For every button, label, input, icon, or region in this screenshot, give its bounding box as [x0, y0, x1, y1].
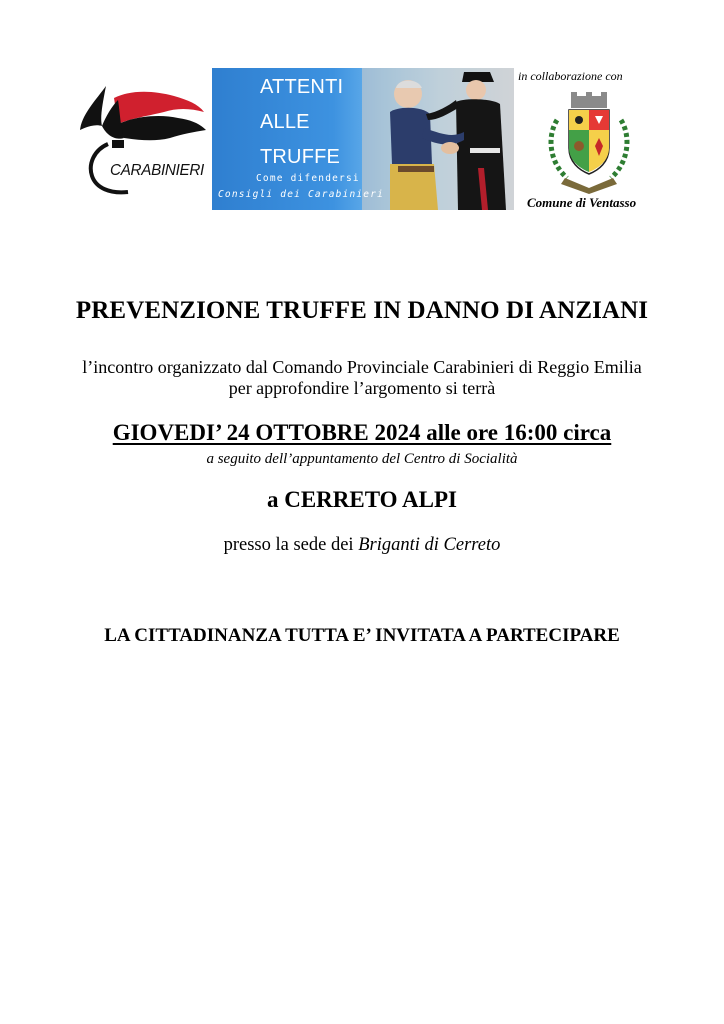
- intro-line-2: per approfondire l’argomento si terrà: [228, 378, 496, 398]
- venue-prefix: presso la sede dei: [223, 535, 354, 555]
- venue-name: Briganti di Cerreto: [358, 535, 501, 555]
- attenti-alle-truffe-banner: [212, 68, 514, 210]
- invitation: LA CITTADINANZA TUTTA E’ INVITATA A PARTECIPARE: [104, 625, 620, 646]
- banner-subtitle-2: Consigli dei Carabinieri: [218, 189, 385, 200]
- banner-title-line1: ATTENTI: [260, 76, 344, 98]
- venue: [0, 535, 724, 556]
- ventasso-crest: [543, 90, 635, 196]
- event-date-text: GIOVEDI’ 24 OTTOBRE 2024 alle ore 16:00 circa: [112, 420, 612, 445]
- carabinieri-logo-text: CARABINIERI: [110, 162, 205, 179]
- event-place: a CERRETO ALPI: [266, 487, 457, 512]
- collaboration-text: in collaborazione con: [518, 69, 623, 83]
- event-date: [0, 420, 724, 446]
- banner-subtitle-1: Come difendersi: [256, 173, 360, 184]
- banner-title-line3: TRUFFE: [260, 146, 341, 168]
- banner-title-line2: ALLE: [260, 111, 310, 133]
- following-note: a seguito dell’appuntamento del Centro di Socialità: [206, 451, 518, 467]
- intro-line-1: l’incontro organizzato dal Comando Provinciale Carabinieri di Reggio Emilia: [82, 357, 642, 377]
- carabinieri-logo: [78, 78, 210, 196]
- municipality-name: Comune di Ventasso: [527, 195, 637, 210]
- coat-of-arms-icon: [543, 90, 635, 196]
- page-title: PREVENZIONE TRUFFE IN DANNO DI ANZIANI: [75, 297, 649, 324]
